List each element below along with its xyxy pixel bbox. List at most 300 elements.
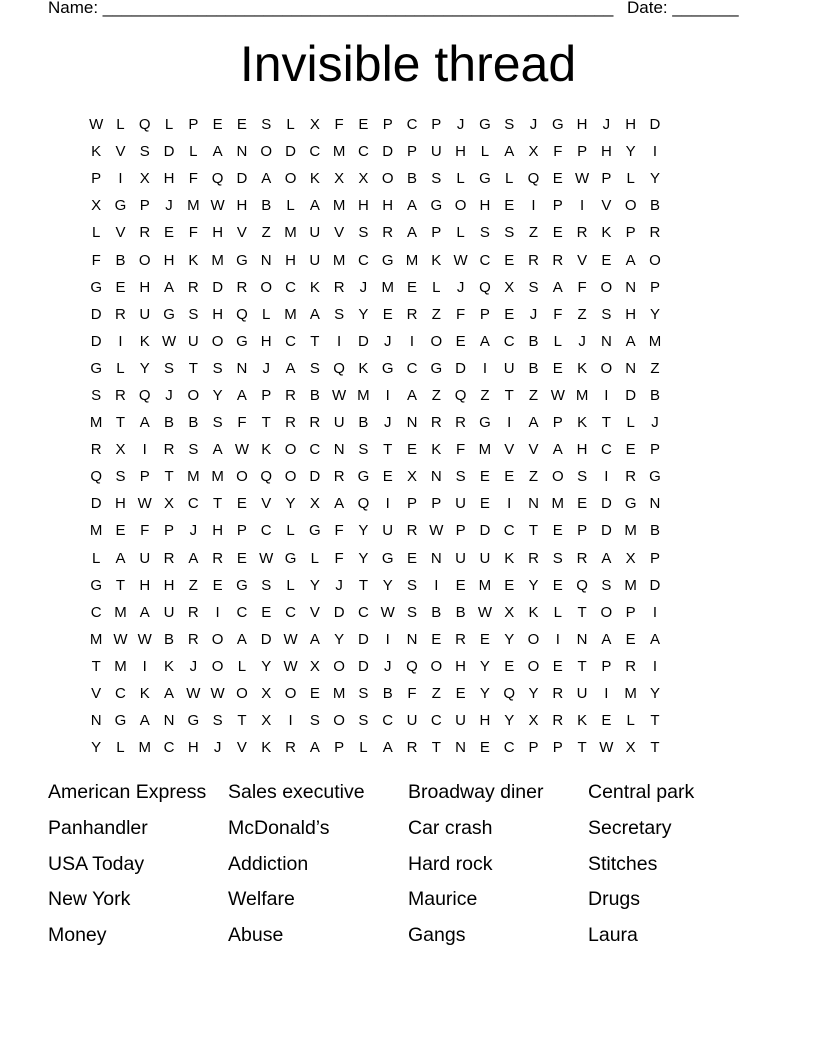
grid-letter: M xyxy=(648,332,662,350)
grid-letter: X xyxy=(625,549,636,567)
grid-letter: S xyxy=(212,414,223,432)
word-bank-item: Welfare xyxy=(228,888,295,911)
grid-letter: M xyxy=(478,441,492,459)
grid-letter: S xyxy=(504,224,515,242)
grid-letter: C xyxy=(90,603,102,621)
grid-row xyxy=(84,572,667,599)
grid-letter: E xyxy=(455,685,466,703)
grid-letter: A xyxy=(552,441,563,459)
grid-letter: S xyxy=(455,468,466,486)
grid-letter: V xyxy=(334,224,345,242)
grid-letter: F xyxy=(188,224,198,242)
grid-row xyxy=(84,680,667,707)
grid-row xyxy=(84,138,667,165)
grid-letter: U xyxy=(479,549,491,567)
grid-letter: P xyxy=(382,116,393,134)
grid-letter: E xyxy=(382,468,393,486)
grid-letter: G xyxy=(308,522,321,540)
grid-letter: O xyxy=(600,359,613,377)
grid-letter: J xyxy=(651,414,659,432)
grid-letter: C xyxy=(357,143,369,161)
grid-letter: T xyxy=(577,603,587,621)
grid-letter: E xyxy=(212,116,223,134)
grid-letter: C xyxy=(309,143,321,161)
grid-letter: H xyxy=(163,251,175,269)
grid-letter: M xyxy=(138,739,151,757)
grid-letter: N xyxy=(236,143,248,161)
grid-letter: D xyxy=(479,522,491,540)
grid-letter: C xyxy=(479,251,491,269)
grid-letter: I xyxy=(337,332,342,350)
grid-letter: V xyxy=(236,224,247,242)
grid-row xyxy=(84,111,667,138)
grid-row xyxy=(84,599,667,626)
grid-letter: O xyxy=(430,657,443,675)
grid-letter: J xyxy=(578,332,586,350)
grid-letter: R xyxy=(139,224,151,242)
grid-letter: C xyxy=(285,603,296,621)
grid-letter: D xyxy=(649,576,661,594)
grid-letter: M xyxy=(624,522,637,540)
grid-letter: S xyxy=(309,712,320,730)
grid-letter: A xyxy=(309,630,320,648)
word-bank-item: Secretary xyxy=(588,816,672,839)
grid-letter: U xyxy=(309,251,321,269)
grid-letter: S xyxy=(139,143,150,161)
grid-letter: Z xyxy=(650,359,660,377)
grid-letter: F xyxy=(553,143,563,161)
grid-letter: R xyxy=(163,549,175,567)
grid-letter: L xyxy=(116,359,125,377)
grid-letter: X xyxy=(309,495,320,513)
grid-letter: N xyxy=(406,414,418,432)
grid-letter: S xyxy=(407,576,418,594)
grid-letter: H xyxy=(115,495,126,513)
grid-letter: B xyxy=(115,251,126,269)
grid-letter: G xyxy=(114,712,127,730)
grid-letter: G xyxy=(284,549,297,567)
grid-letter: M xyxy=(187,197,200,215)
grid-letter: D xyxy=(90,495,102,513)
grid-letter: W xyxy=(380,603,395,621)
grid-letter: N xyxy=(430,468,442,486)
word-bank-item: Central park xyxy=(588,781,695,803)
grid-letter: S xyxy=(358,441,369,459)
grid-letter: C xyxy=(260,522,272,540)
grid-letter: J xyxy=(529,305,538,323)
grid-letter: L xyxy=(116,116,125,134)
grid-letter: D xyxy=(309,468,321,486)
grid-letter: U xyxy=(163,603,175,621)
grid-letter: A xyxy=(139,414,150,432)
grid-letter: U xyxy=(455,549,467,567)
grid-letter: L xyxy=(626,712,635,730)
grid-letter: T xyxy=(188,359,198,377)
grid-letter: P xyxy=(552,739,563,757)
grid-letter: L xyxy=(359,739,368,757)
grid-letter: U xyxy=(503,359,515,377)
word-bank-item: Hard rock xyxy=(408,852,493,875)
grid-letter: X xyxy=(115,441,126,459)
grid-letter: J xyxy=(335,576,343,594)
grid-letter: M xyxy=(357,386,370,404)
grid-letter: O xyxy=(211,630,224,648)
grid-letter: C xyxy=(503,332,515,350)
grid-letter: N xyxy=(90,712,102,730)
grid-letter: A xyxy=(115,549,126,567)
grid-letter: C xyxy=(236,603,248,621)
grid-letter: S xyxy=(479,224,490,242)
grid-letter: L xyxy=(456,224,465,242)
grid-letter: E xyxy=(504,305,515,323)
grid-letter: H xyxy=(455,143,467,161)
grid-letter: P xyxy=(407,495,418,513)
grid-letter: D xyxy=(357,332,369,350)
grid-letter: T xyxy=(213,495,223,513)
grid-letter: W xyxy=(332,386,347,404)
grid-letter: O xyxy=(138,251,151,269)
grid-letter: Y xyxy=(382,576,393,594)
grid-letter: N xyxy=(528,495,539,513)
grid-letter: Z xyxy=(528,224,539,242)
grid-letter: P xyxy=(407,143,418,161)
grid-letter: A xyxy=(212,441,223,459)
grid-letter: E xyxy=(552,359,563,377)
grid-letter: P xyxy=(91,170,102,188)
grid-letter: L xyxy=(553,332,562,350)
grid-letter: P xyxy=(649,441,660,459)
grid-letter: R xyxy=(430,414,442,432)
grid-letter: W xyxy=(259,549,274,567)
grid-letter: K xyxy=(431,441,442,459)
grid-letter: B xyxy=(649,386,660,404)
grid-letter: O xyxy=(187,386,200,404)
grid-letter: Q xyxy=(236,305,248,323)
grid-letter: K xyxy=(139,332,150,350)
grid-row xyxy=(84,192,667,219)
grid-letter: B xyxy=(188,414,199,432)
grid-letter: I xyxy=(142,441,147,459)
grid-letter: G xyxy=(430,359,443,377)
grid-letter: Y xyxy=(358,549,369,567)
grid-letter: Y xyxy=(625,143,636,161)
grid-letter: R xyxy=(333,278,345,296)
grid-letter: O xyxy=(624,197,637,215)
grid-letter: N xyxy=(455,739,467,757)
grid-letter: W xyxy=(186,685,201,703)
grid-letter: H xyxy=(139,278,151,296)
grid-letter: P xyxy=(528,739,539,757)
grid-letter: M xyxy=(211,468,224,486)
grid-letter: N xyxy=(600,332,612,350)
grid-letter: I xyxy=(142,657,147,675)
grid-letter: T xyxy=(431,739,441,757)
grid-letter: P xyxy=(577,522,588,540)
grid-letter: Y xyxy=(285,495,296,513)
grid-letter: K xyxy=(261,739,272,757)
grid-letter: Q xyxy=(333,359,345,377)
grid-row xyxy=(84,517,667,544)
grid-letter: X xyxy=(91,197,102,215)
grid-letter: I xyxy=(215,603,220,621)
grid-letter: E xyxy=(309,685,320,703)
grid-letter: U xyxy=(382,522,394,540)
grid-letter: D xyxy=(625,386,637,404)
grid-letter: R xyxy=(285,414,296,432)
grid-letter: D xyxy=(382,143,394,161)
grid-letter: Y xyxy=(504,630,515,648)
grid-letter: Z xyxy=(431,305,441,323)
grid-letter: X xyxy=(358,170,369,188)
word-bank-item: Panhandler xyxy=(48,816,148,839)
word-bank-item: Stitches xyxy=(588,852,658,875)
grid-letter: B xyxy=(407,170,418,188)
grid-letter: C xyxy=(503,739,515,757)
grid-letter: H xyxy=(625,116,637,134)
grid-letter: W xyxy=(137,495,152,513)
grid-row xyxy=(84,382,667,409)
grid-letter: J xyxy=(165,197,173,215)
grid-letter: A xyxy=(407,197,418,215)
grid-letter: R xyxy=(90,441,102,459)
grid-letter: C xyxy=(406,359,418,377)
grid-letter: X xyxy=(139,170,150,188)
grid-letter: X xyxy=(407,468,418,486)
grid-letter: V xyxy=(236,739,247,757)
grid-letter: L xyxy=(286,116,295,134)
grid-letter: N xyxy=(625,359,637,377)
grid-letter: U xyxy=(333,414,345,432)
grid-letter: Q xyxy=(138,116,151,134)
grid-letter: T xyxy=(237,712,247,730)
grid-letter: O xyxy=(260,278,273,296)
grid-letter: P xyxy=(455,522,466,540)
grid-letter: E xyxy=(164,224,175,242)
grid-letter: Y xyxy=(261,657,272,675)
grid-letter: P xyxy=(431,224,442,242)
grid-letter: O xyxy=(236,685,248,703)
grid-letter: F xyxy=(456,305,466,323)
grid-letter: M xyxy=(332,685,346,703)
word-bank-item: Addiction xyxy=(228,852,309,875)
grid-letter: E xyxy=(236,549,247,567)
grid-letter: R xyxy=(163,441,175,459)
grid-letter: R xyxy=(115,305,126,323)
grid-letter: F xyxy=(334,549,344,567)
grid-letter: S xyxy=(115,468,126,486)
grid-letter: S xyxy=(528,278,539,296)
grid-letter: F xyxy=(577,278,587,296)
word-bank-item: Gangs xyxy=(408,924,466,947)
word-bank-item: Drugs xyxy=(588,888,641,911)
grid-letter: R xyxy=(528,549,539,567)
grid-letter: O xyxy=(600,278,613,296)
grid-letter: D xyxy=(260,630,272,648)
grid-letter: N xyxy=(625,278,637,296)
grid-letter: W xyxy=(283,657,298,675)
grid-letter: E xyxy=(479,468,490,486)
grid-letter: A xyxy=(285,359,296,377)
grid-row xyxy=(84,626,667,653)
grid-letter: S xyxy=(261,576,272,594)
grid-letter: N xyxy=(430,549,442,567)
grid-letter: M xyxy=(332,251,346,269)
grid-letter: E xyxy=(115,522,126,540)
grid-letter: O xyxy=(284,170,297,188)
grid-letter: K xyxy=(358,359,369,377)
grid-letter: G xyxy=(163,305,175,323)
grid-letter: B xyxy=(528,332,539,350)
grid-letter: C xyxy=(163,739,175,757)
grid-letter: E xyxy=(455,576,466,594)
grid-letter: Y xyxy=(649,305,660,323)
grid-letter: W xyxy=(89,116,104,134)
puzzle-title: Invisible thread xyxy=(239,36,577,92)
grid-letter: S xyxy=(188,441,199,459)
grid-letter: L xyxy=(262,305,271,323)
grid-letter: R xyxy=(455,414,467,432)
word-bank-item: Abuse xyxy=(228,924,284,947)
grid-letter: Q xyxy=(454,386,467,404)
grid-letter: H xyxy=(382,197,394,215)
grid-letter: N xyxy=(163,712,175,730)
grid-letter: G xyxy=(381,549,394,567)
grid-letter: S xyxy=(188,305,199,323)
word-bank-item: USA Today xyxy=(48,852,145,875)
grid-letter: K xyxy=(91,143,102,161)
grid-letter: N xyxy=(576,630,588,648)
grid-letter: E xyxy=(455,332,466,350)
grid-letter: D xyxy=(333,603,345,621)
grid-letter: L xyxy=(189,143,198,161)
grid-letter: J xyxy=(456,278,465,296)
grid-letter: M xyxy=(187,468,200,486)
grid-letter: B xyxy=(358,414,369,432)
grid-letter: D xyxy=(357,657,369,675)
grid-letter: D xyxy=(163,143,175,161)
grid-letter: H xyxy=(357,197,369,215)
grid-letter: C xyxy=(430,712,442,730)
grid-letter: I xyxy=(652,143,658,161)
grid-letter: W xyxy=(453,251,468,269)
grid-letter: T xyxy=(358,576,368,594)
grid-letter: T xyxy=(383,441,393,459)
grid-letter: K xyxy=(431,251,442,269)
grid-letter: E xyxy=(504,251,515,269)
grid-letter: S xyxy=(601,576,612,594)
grid-letter: I xyxy=(604,685,609,703)
grid-letter: T xyxy=(310,332,320,350)
grid-letter: I xyxy=(482,359,487,377)
grid-row xyxy=(84,409,667,436)
grid-letter: A xyxy=(649,630,660,648)
grid-letter: K xyxy=(261,441,272,459)
grid-letter: F xyxy=(407,685,417,703)
grid-letter: L xyxy=(237,657,247,675)
grid-letter: P xyxy=(261,386,272,404)
grid-letter: K xyxy=(139,685,150,703)
grid-letter: K xyxy=(577,414,588,432)
grid-letter: F xyxy=(140,522,150,540)
grid-letter: S xyxy=(261,116,272,134)
grid-letter: Q xyxy=(527,170,540,188)
grid-letter: A xyxy=(407,224,418,242)
grid-letter: U xyxy=(430,143,442,161)
grid-letter: R xyxy=(552,712,564,730)
grid-letter: E xyxy=(407,549,418,567)
grid-letter: T xyxy=(650,739,660,757)
grid-letter: B xyxy=(382,685,393,703)
grid-letter: D xyxy=(357,630,369,648)
grid-letter: B xyxy=(528,359,539,377)
grid-letter: O xyxy=(260,143,273,161)
grid-letter: Q xyxy=(260,468,273,486)
grid-letter: J xyxy=(456,116,465,134)
grid-letter: R xyxy=(552,251,564,269)
grid-letter: E xyxy=(504,657,515,675)
grid-row xyxy=(84,490,667,517)
grid-letter: W xyxy=(137,630,152,648)
grid-row xyxy=(84,707,667,734)
grid-letter: O xyxy=(333,712,345,730)
grid-letter: J xyxy=(602,116,611,134)
grid-letter: P xyxy=(649,278,660,296)
grid-letter: D xyxy=(236,170,248,188)
grid-letter: K xyxy=(601,224,612,242)
grid-letter: X xyxy=(164,495,175,513)
grid-row xyxy=(84,165,667,192)
grid-letter: K xyxy=(164,657,175,675)
grid-letter: U xyxy=(139,305,151,323)
grid-letter: G xyxy=(90,359,102,377)
grid-letter: R xyxy=(333,468,345,486)
grid-letter: Y xyxy=(212,386,223,404)
grid-letter: E xyxy=(625,441,636,459)
grid-row xyxy=(84,219,667,246)
grid-letter: R xyxy=(528,251,539,269)
grid-letter: E xyxy=(115,278,126,296)
word-bank-item: Broadway diner xyxy=(408,781,544,803)
grid-letter: P xyxy=(188,116,199,134)
grid-letter: K xyxy=(188,251,199,269)
grid-letter: E xyxy=(407,441,418,459)
grid-letter: S xyxy=(504,116,515,134)
grid-letter: A xyxy=(309,197,320,215)
grid-letter: I xyxy=(507,495,512,513)
grid-letter: P xyxy=(552,197,563,215)
grid-letter: U xyxy=(309,224,321,242)
grid-letter: V xyxy=(91,685,102,703)
grid-letter: D xyxy=(90,305,102,323)
grid-letter: L xyxy=(116,739,125,757)
grid-letter: C xyxy=(115,685,126,703)
grid-letter: R xyxy=(187,603,199,621)
grid-letter: H xyxy=(260,332,272,350)
grid-letter: Y xyxy=(649,170,660,188)
word-search-grid xyxy=(84,111,667,761)
grid-letter: M xyxy=(381,278,394,296)
grid-letter: B xyxy=(164,414,175,432)
grid-letter: Y xyxy=(528,685,539,703)
grid-row xyxy=(84,301,667,328)
grid-letter: Q xyxy=(138,386,151,404)
grid-letter: Q xyxy=(406,657,418,675)
grid-letter: S xyxy=(334,305,345,323)
grid-letter: E xyxy=(479,630,490,648)
grid-letter: F xyxy=(91,251,101,269)
grid-letter: E xyxy=(504,197,515,215)
grid-letter: F xyxy=(553,305,563,323)
